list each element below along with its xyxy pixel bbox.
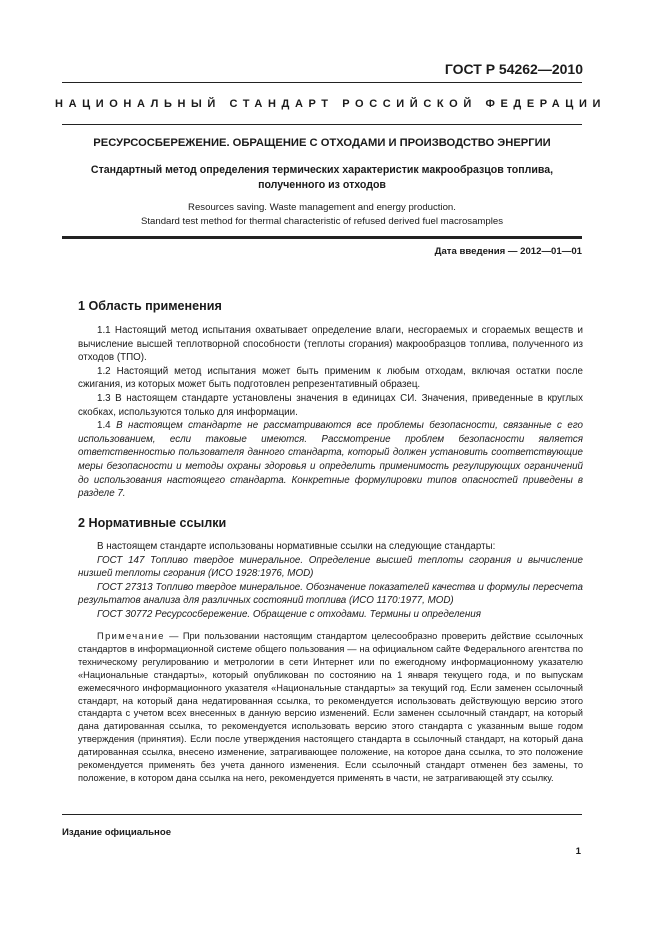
references-intro: В настоящем стандарте использованы нормативные ссылки на следующие стандарты: [97, 541, 496, 552]
edition-label: Издание официальное [62, 827, 172, 838]
clause-1-3: 1.3 В настоящем стандарте установлены значения в единицах СИ. Значения, приведенные в круглых скобках, используются только для информации. [78, 392, 583, 418]
section-2-heading: 2 Нормативные ссылки [78, 516, 227, 530]
footer-rule [62, 814, 582, 815]
page-number: 1 [575, 846, 581, 857]
section-1-body [78, 324, 583, 501]
standard-subtitle [70, 163, 574, 193]
english-title-line-2: Standard test method for thermal characteristic of refused derived fuel macrosamples [140, 216, 504, 227]
reference-gost-147: ГОСТ 147 Топливо твердое минеральное. Определение высшей теплоты сгорания и вычисление низшей теплоты сгорания (ИСО 1928:1976, MOD) [78, 554, 583, 580]
reference-gost-30772: ГОСТ 30772 Ресурсосбережение. Обращение с отходами. Термины и определения [97, 608, 481, 620]
introduction-date: Дата введения — 2012—01—01 [434, 246, 582, 257]
note-text: — При пользовании настоящим стандартом целесообразно проверить действие ссылочных стандартов в информационной системе общего пользования — на официальном сайте Федерального агентства по техническому регулированию и метрологии в сети Интернет или по ежегодному информационному указателю «Национальные стандарты», который опубликован по состоянию на 1 января текущего года, и по выпускам ежемесячного информационного указателя «Национальные стандарты» за текущий год. Если заменен ссылочный стандарт, на который дана недатированная ссылка, то рекомендуется использовать действующую версию этого стандарта с учетом всех внесенных в данную версию изменений. Если заменен ссылочный стандарт, на который дана датированная ссылка, то рекомендуется использовать версию этого стандарта с указанным выше годом утверждения (принятия). Если после утверждения настоящего стандарта в ссылочный стандарт, на который дана датированная ссылка, внесено изменение, затрагивающее положение, на которое дана ссылка, то это положение рекомендуется применять без учета данного изменения. Если ссылочный стандарт отменен без замены, то положение, в котором дана ссылка на него, рекомендуется применять в части, не затрагивающей эту ссылку. [78, 631, 583, 783]
standard-title: РЕСУРСОСБЕРЕЖЕНИЕ. ОБРАЩЕНИЕ С ОТХОДАМИ И ПРОИЗВОДСТВО ЭНЕРГИИ [93, 137, 551, 149]
banner-rule [62, 124, 582, 125]
national-standard-banner: НАЦИОНАЛЬНЫЙ СТАНДАРТ РОССИЙСКОЙ ФЕДЕРАЦИИ [55, 98, 606, 110]
header-rule [62, 82, 582, 83]
subtitle-line-1: Стандартный метод определения термических характеристик макрообразцов топлива, [90, 164, 554, 176]
section-2-body [78, 540, 583, 622]
reference-gost-27313: ГОСТ 27313 Топливо твердое минеральное. Обозначение показателей качества и формулы пересчета результатов анализа для различных состояний топлива (ИСО 1170:1977, MOD) [78, 581, 583, 607]
title-thick-rule [62, 236, 582, 239]
note-paragraph [78, 630, 583, 785]
section-1-heading: 1 Область применения [78, 299, 222, 313]
clause-1-2: 1.2 Настоящий метод испытания может быть применим к любым отходам, включая остатки после сжигания, из которых может быть подготовлен репрезентативный образец. [78, 365, 583, 391]
clause-1-4-text: В настоящем стандарте не рассматриваются все проблемы безопасности, связанные с его использованием, если таковые имеются. Рассмотрение проблем безопасности является ответственностью пользователя данного стандарта, который должен установить соответствующие меры безопасности и методы охраны здоровья и определить применимость регулирующих ограничений до использования настоящего стандарта. Конкретные формулировки типов опасностей приведены в разделе 7. [78, 420, 583, 500]
document-number: ГОСТ Р 54262—2010 [444, 61, 583, 77]
english-title [62, 201, 582, 229]
subtitle-line-2: полученного из отходов [258, 179, 386, 191]
note-block [78, 630, 583, 785]
clause-1-4 [78, 419, 583, 501]
english-title-line-1: Resources saving. Waste management and energy production. [188, 202, 456, 213]
clause-1-4-number: 1.4 [97, 420, 111, 432]
note-label: Примечание [97, 631, 165, 641]
clause-1-1: 1.1 Настоящий метод испытания охватывает определение влаги, несгораемых и сгораемых веществ и вычисление высшей теплотворной способности (теплоты сгорания) макрообразцов топлива, полученного из отходов (ТПО). [78, 325, 583, 364]
